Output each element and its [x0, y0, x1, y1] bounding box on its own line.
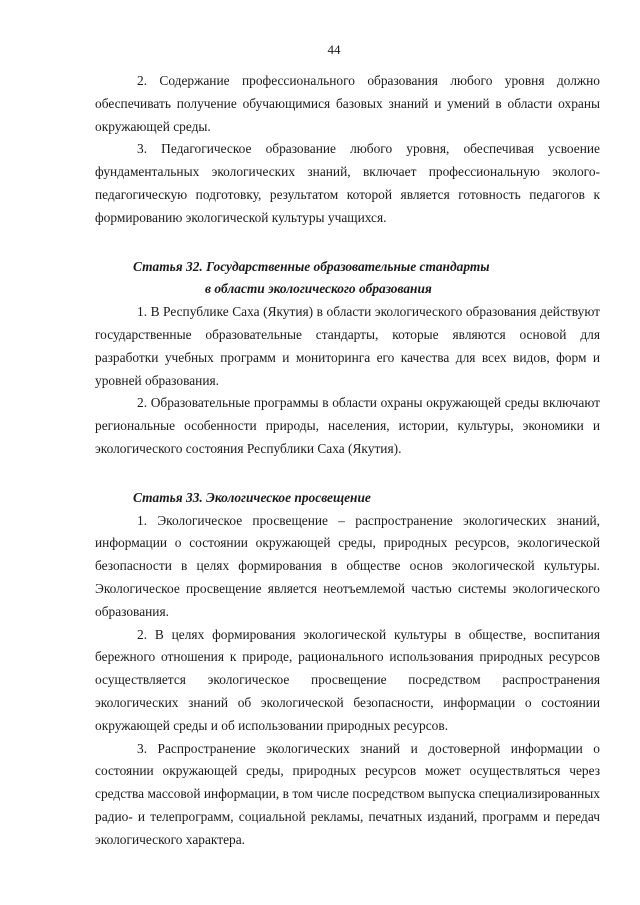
article-32-paragraph-1: 1. В Республике Саха (Якутия) в области экологического образования действуют государственные образовательные стандарты, которые являются основой для разработки учебных программ и мониторинга его качества для всех видов, форм и уровней образования. — [95, 304, 600, 388]
article-33 — [95, 487, 600, 852]
article-32 — [95, 256, 600, 461]
document-body — [95, 70, 600, 852]
paragraph-intro-2: 2. Содержание профессионального образования любого уровня должно обеспечивать получение обучающимися базовых знаний и умений в области охраны окружающей среды. — [95, 73, 600, 134]
page-number: 44 — [327, 42, 341, 57]
paragraph-intro-3: 3. Педагогическое образование любого уровня, обеспечивая усвоение фундаментальных экологических знаний, включает профессиональную эколого-педагогическую подготовку, результатом которой является готовность педагогов к формированию экологической культуры учащихся. — [95, 141, 600, 225]
article-33-paragraph-2: 2. В целях формирования экологической культуры в обществе, воспитания бережного отношения к природе, рационального использования природных ресурсов осуществляется экологическое просвещение посредством распространения экологических знаний об экологической безопасности, информации о состоянии окружающей среды и об использовании природных ресурсов. — [95, 626, 600, 733]
article-33-paragraph-3: 3. Распространение экологических знаний и достоверной информации о состоянии окружающей среды, природных ресурсов может осуществляться через средства массовой информации, в том числе посредством выпуска специализированных радио- и телепрограмм, социальной рекламы, печатных изданий, программ и передач экологического характера. — [95, 740, 600, 847]
article-32-paragraph-2: 2. Образовательные программы в области охраны окружающей среды включают региональные особенности природы, населения, истории, культуры, экономики и экологического состояния Республики Саха (Якутия). — [95, 395, 600, 456]
article-33-heading: Статья 33. Экологическое просвещение — [133, 489, 371, 505]
article-32-heading-line1: Статья 32. Государственные образовательные стандарты — [133, 258, 490, 274]
article-32-heading-line2: в области экологического образования — [205, 281, 432, 297]
article-33-paragraph-1: 1. Экологическое просвещение – распространение экологических знаний, информации о состоянии окружающей среды, природных ресурсов, экологической безопасности в целях формирования в обществе основ экологической культуры. Экологическое просвещение является неотъемлемой частью системы экологического образования. — [95, 512, 600, 619]
